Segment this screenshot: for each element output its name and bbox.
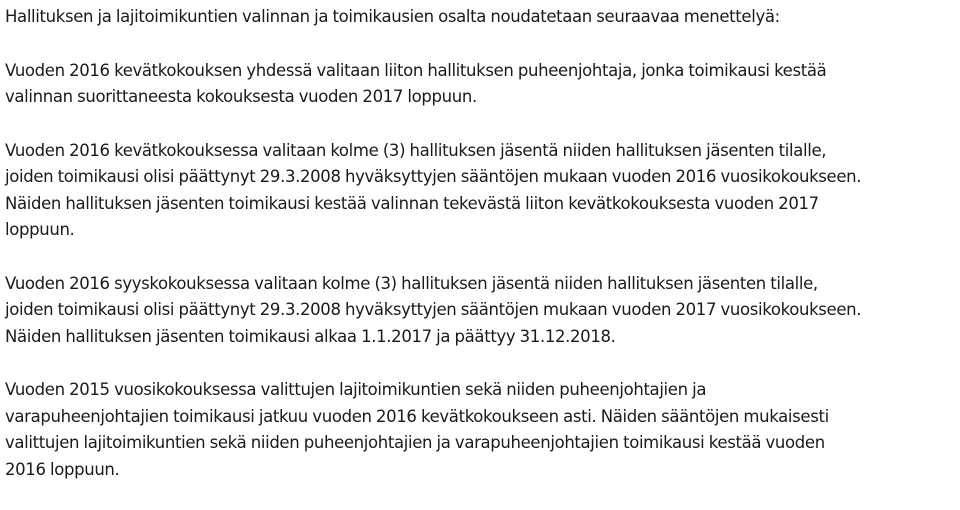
paragraph-autumn-meeting-members <box>5 271 957 351</box>
text-line: 2016 loppuun. <box>5 459 120 479</box>
paragraph-chair-election <box>5 58 957 111</box>
text-line: Vuoden 2016 kevätkokouksen yhdessä valitaan liiton hallituksen puheenjohtaja, jonka toimikausi kestää <box>5 60 827 80</box>
text-line: loppuun. <box>5 220 75 239</box>
text-line: joiden toimikausi olisi päättynyt 29.3.2008 hyväksyttyjen sääntöjen mukaan vuoden 2016 vuosikokoukseen. <box>5 167 862 186</box>
paragraph-spring-meeting-members <box>5 138 957 244</box>
intro-paragraph <box>5 4 957 31</box>
text-line: valittujen lajitoimikuntien sekä niiden puheenjohtajien ja varapuheenjohtajien toimikausi kestää vuoden <box>5 433 825 452</box>
text-line: joiden toimikausi olisi päättynyt 29.3.2008 hyväksyttyjen sääntöjen mukaan vuoden 2017 vuosikokoukseen. <box>5 300 862 319</box>
text-line: Näiden hallituksen jäsenten toimikausi kestää valinnan tekevästä liiton kevätkokouksesta vuoden 2017 <box>5 193 819 213</box>
text-line: varapuheenjohtajien toimikausi jatkuu vuoden 2016 kevätkokoukseen asti. Näiden sääntöjen mukaisesti <box>5 406 829 426</box>
text-line: Hallituksen ja lajitoimikuntien valinnan ja toimikausien osalta noudatetaan seuraavaa menettelyä: <box>5 7 780 26</box>
document-body <box>5 0 957 510</box>
text-line: valinnan suorittaneesta kokouksesta vuoden 2017 loppuun. <box>5 87 477 106</box>
text-line: Näiden hallituksen jäsenten toimikausi alkaa 1.1.2017 ja päättyy 31.12.2018. <box>5 326 616 346</box>
text-line: Vuoden 2016 syyskokouksessa valitaan kolme (3) hallituksen jäsentä niiden hallituksen jäsenten tilalle, <box>5 273 818 293</box>
paragraph-committees <box>5 377 957 483</box>
text-line: Vuoden 2015 vuosikokouksessa valittujen lajitoimikuntien sekä niiden puheenjohtajien ja <box>5 380 707 399</box>
text-line: Vuoden 2016 kevätkokouksessa valitaan kolme (3) hallituksen jäsentä niiden hallituksen jäsenten tilalle, <box>5 140 827 160</box>
